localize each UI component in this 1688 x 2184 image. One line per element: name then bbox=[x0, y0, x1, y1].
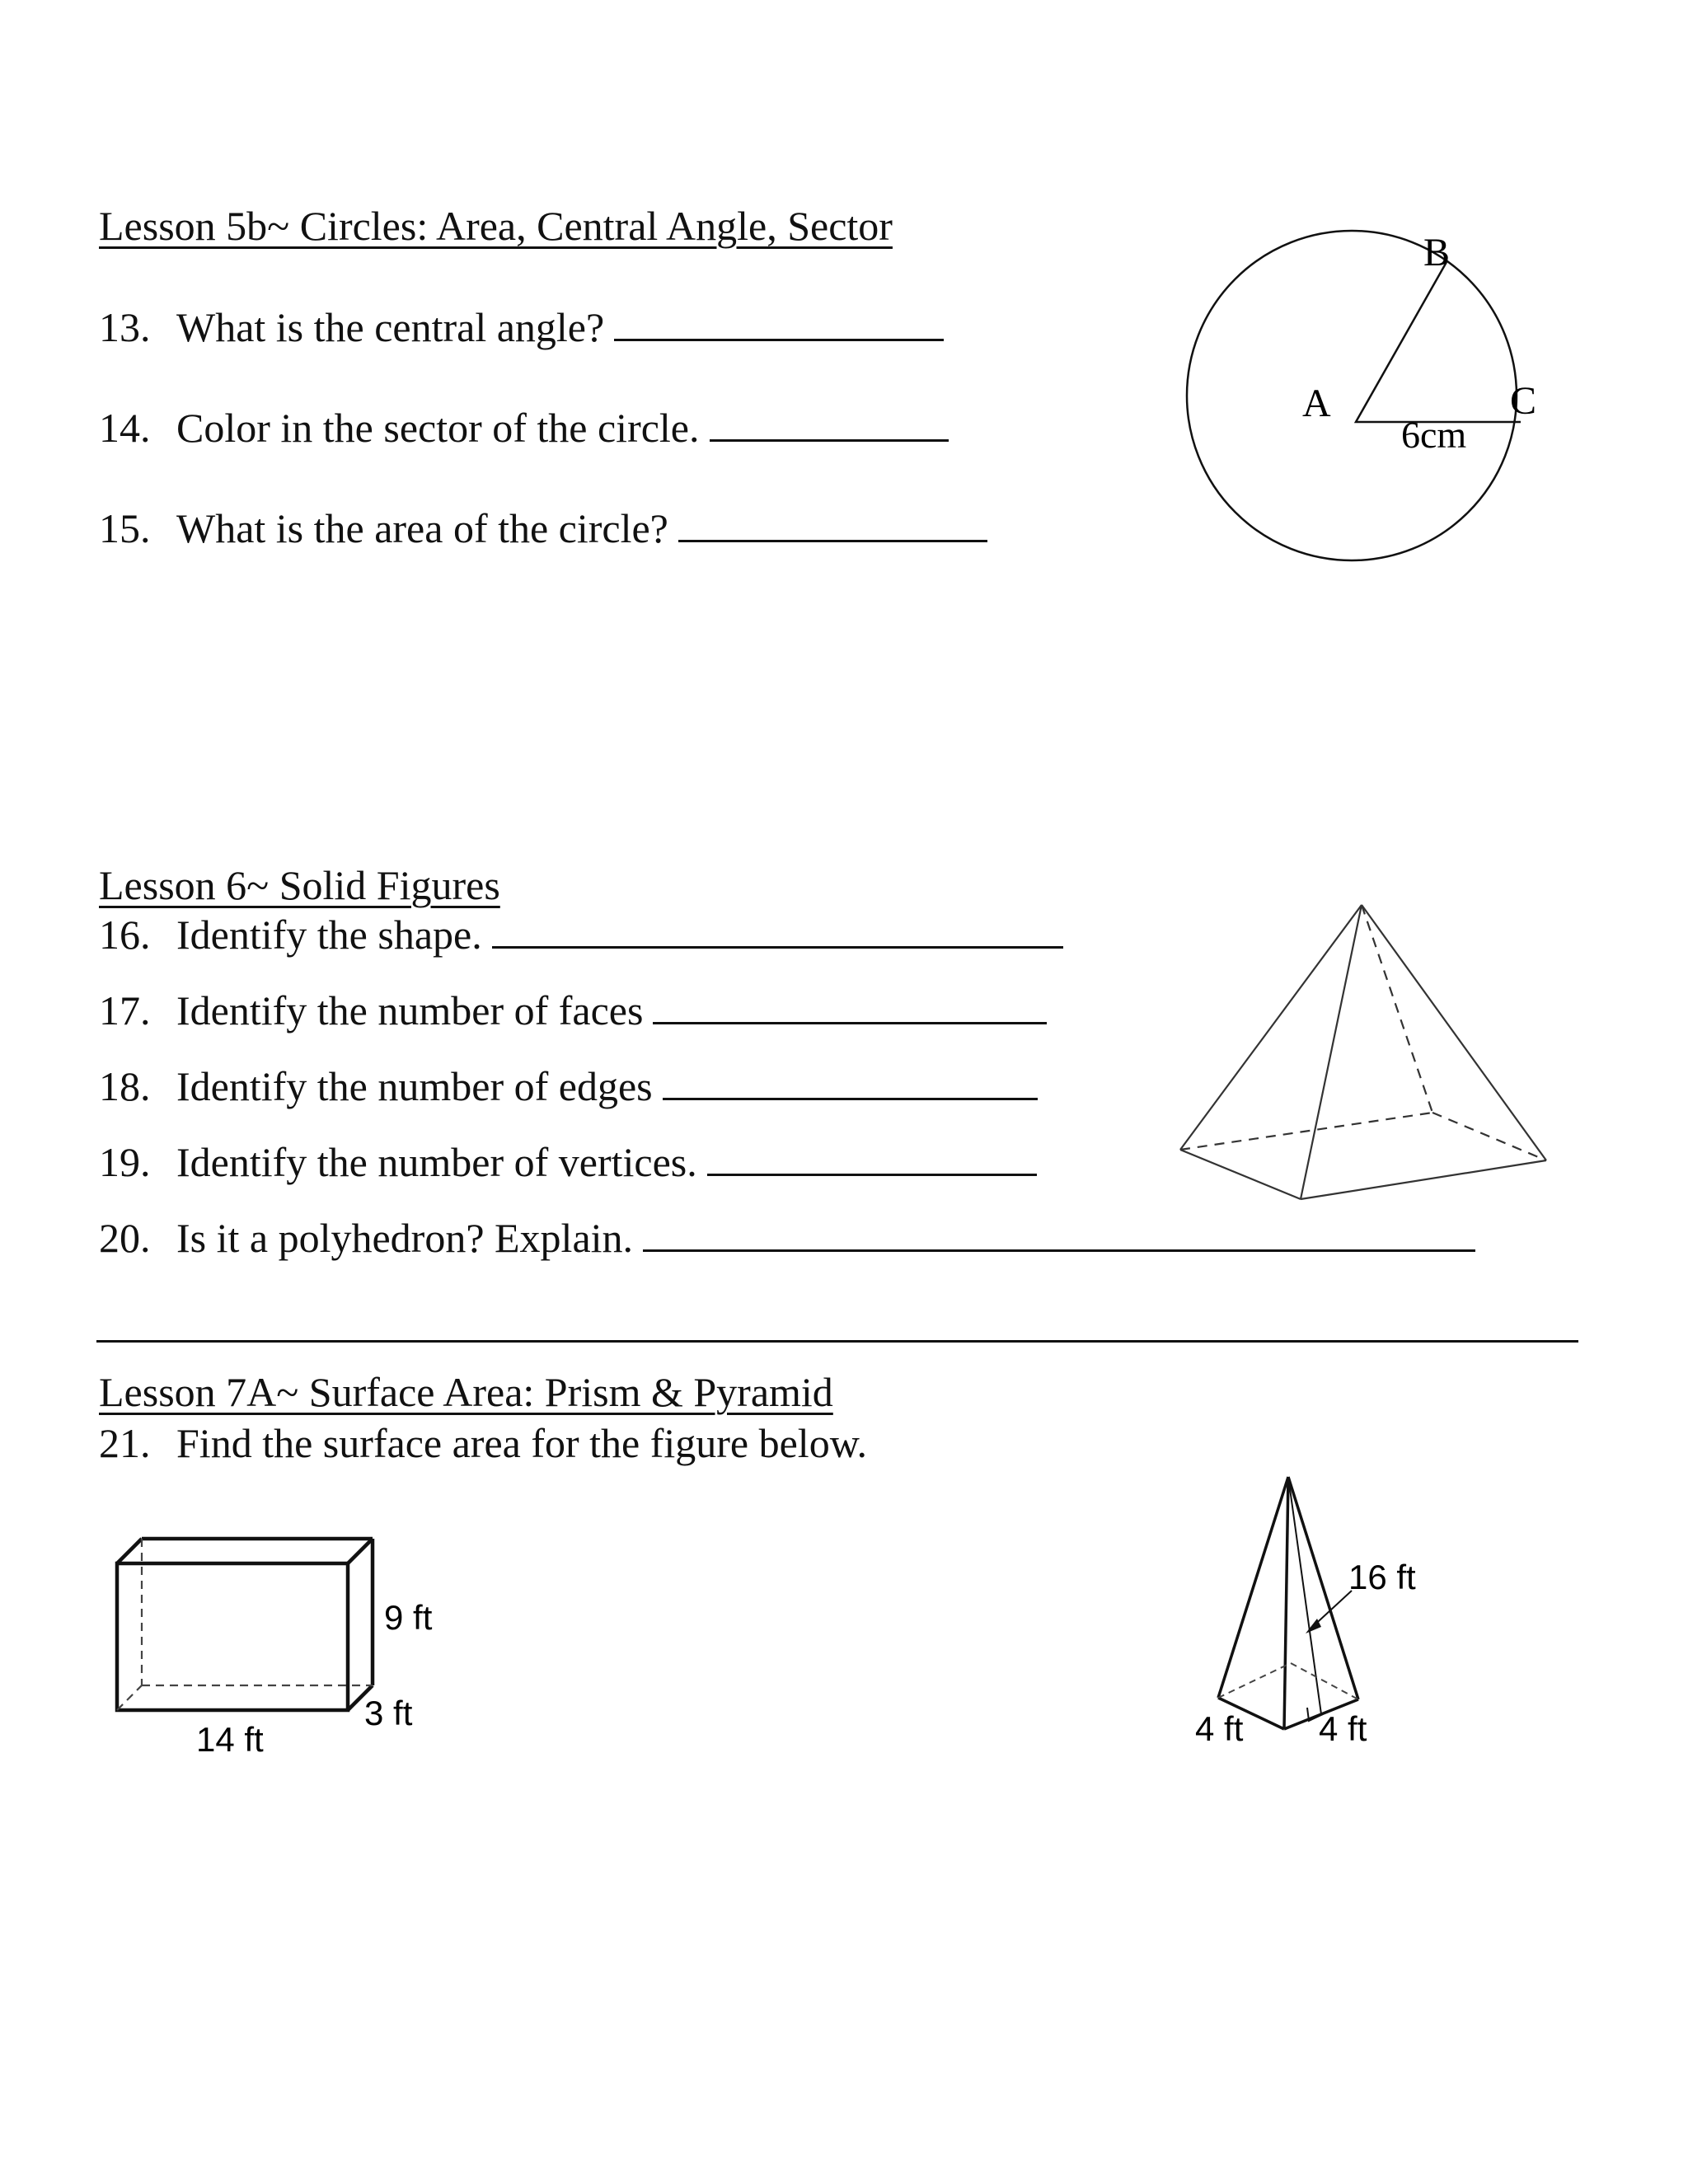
question-20-text: Is it a polyhedron? Explain. bbox=[176, 1215, 634, 1261]
prism-front-face bbox=[117, 1563, 348, 1710]
answer-13-blank[interactable] bbox=[614, 304, 944, 341]
question-19 bbox=[99, 1138, 1037, 1186]
point-c-label: C bbox=[1510, 379, 1537, 423]
question-16-number: 16. bbox=[99, 912, 151, 958]
lesson-5b-heading: Lesson 5b~ Circles: Area, Central Angle, Sector bbox=[99, 203, 893, 249]
answer-17-blank[interactable] bbox=[653, 987, 1047, 1024]
question-19-text: Identify the number of vertices. bbox=[176, 1139, 697, 1185]
radius-label: 6cm bbox=[1401, 414, 1467, 456]
answer-20-continuation-line[interactable] bbox=[96, 1340, 1578, 1343]
question-16 bbox=[99, 911, 1063, 958]
question-13 bbox=[99, 303, 944, 351]
question-16-text: Identify the shape. bbox=[176, 912, 482, 958]
question-17 bbox=[99, 987, 1047, 1034]
circle-sector-figure bbox=[1187, 231, 1550, 593]
prism-height-label: 9 ft bbox=[384, 1598, 433, 1637]
square-pyramid-figure bbox=[1170, 898, 1558, 1212]
answer-18-blank[interactable] bbox=[663, 1063, 1038, 1100]
question-15-text: What is the area of the circle? bbox=[176, 505, 668, 551]
answer-14-blank[interactable] bbox=[710, 405, 949, 442]
question-21 bbox=[99, 1419, 867, 1467]
circle-outline bbox=[1187, 231, 1517, 560]
lesson-6-heading: Lesson 6~ Solid Figures bbox=[99, 862, 500, 908]
question-18-number: 18. bbox=[99, 1063, 151, 1109]
question-15-number: 15. bbox=[99, 505, 151, 551]
answer-20-blank[interactable] bbox=[643, 1215, 1475, 1252]
question-19-number: 19. bbox=[99, 1139, 151, 1185]
question-15 bbox=[99, 504, 987, 552]
question-14-number: 14. bbox=[99, 405, 151, 451]
question-17-text: Identify the number of faces bbox=[176, 987, 644, 1033]
question-14 bbox=[99, 404, 949, 452]
answer-16-blank[interactable] bbox=[492, 912, 1063, 949]
question-20 bbox=[99, 1214, 1475, 1262]
question-13-text: What is the central angle? bbox=[176, 304, 605, 350]
answer-19-blank[interactable] bbox=[707, 1139, 1037, 1176]
point-a-label: A bbox=[1302, 382, 1331, 425]
answer-15-blank[interactable] bbox=[678, 505, 987, 542]
question-21-text: Find the surface area for the figure below. bbox=[176, 1420, 868, 1466]
pyramid-base-left-label: 4 ft bbox=[1195, 1709, 1244, 1748]
prism-length-label: 14 ft bbox=[196, 1720, 264, 1759]
question-18 bbox=[99, 1062, 1038, 1110]
point-b-label: B bbox=[1423, 231, 1451, 274]
question-14-text: Color in the sector of the circle. bbox=[176, 405, 700, 451]
question-21-number: 21. bbox=[99, 1420, 151, 1466]
pyramid-slant-height-figure bbox=[1187, 1467, 1434, 1764]
question-17-number: 17. bbox=[99, 987, 151, 1033]
pyramid-slant-label: 16 ft bbox=[1348, 1558, 1416, 1596]
pyramid-base-right-label: 4 ft bbox=[1319, 1709, 1367, 1748]
question-18-text: Identify the number of edges bbox=[176, 1063, 653, 1109]
question-20-number: 20. bbox=[99, 1215, 151, 1261]
lesson-7a-heading: Lesson 7A~ Surface Area: Prism & Pyramid bbox=[99, 1369, 833, 1415]
question-13-number: 13. bbox=[99, 304, 151, 350]
rectangular-prism-figure bbox=[107, 1529, 462, 1768]
sector-radii bbox=[1356, 262, 1521, 422]
prism-depth-label: 3 ft bbox=[364, 1694, 413, 1732]
